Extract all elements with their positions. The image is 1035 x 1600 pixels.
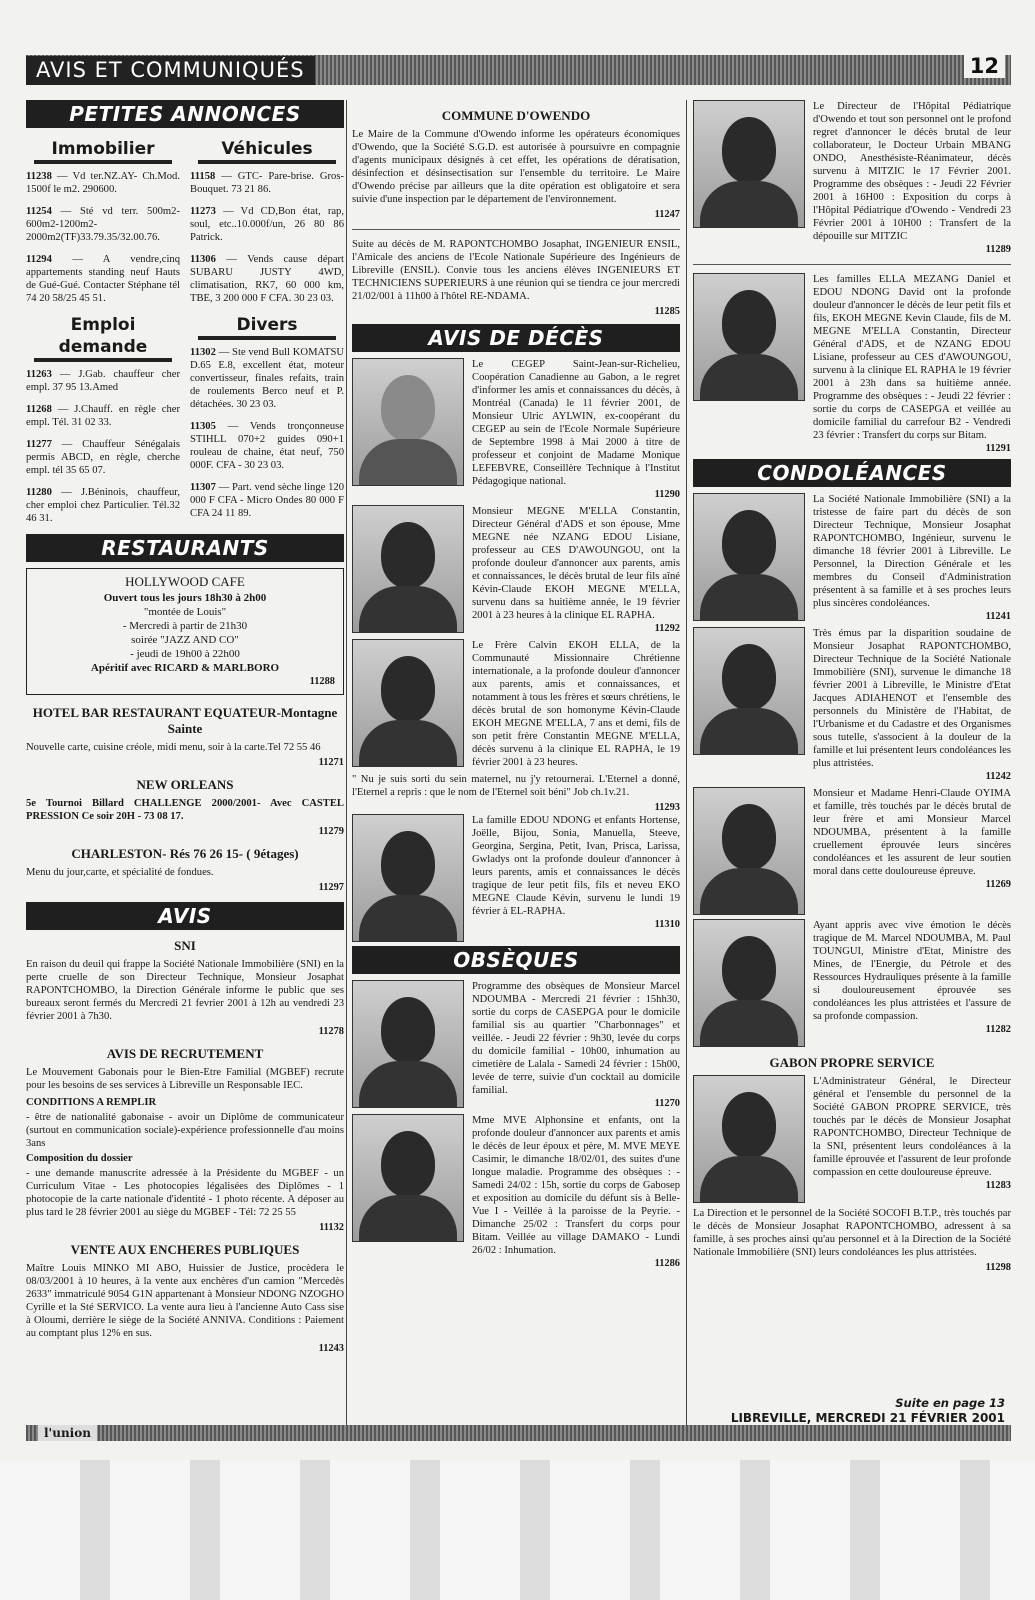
portrait-photo <box>352 814 464 942</box>
notice-text: Très émus par la disparition soudaine de Monsieur Josaphat RAPONTCHOMBO, Directeur Technique de la Société Nationale Immobilière (SNI), survenue le dimanche 18 février 2001 à Libreville, le Ministre d'Etat Jacques ADIAHENOT et l'ensemble des personnels du Ministère de l'Habitat, de l'Urbanisme et du Cadastre et des Organismes sous tutelle, s'associent à la douleur de la famille et lui présentent leurs condoléances les plus attristées. <box>813 628 1011 769</box>
portrait-photo <box>352 1114 464 1242</box>
dossier-title: Composition du dossier <box>26 1153 133 1164</box>
portrait-photo <box>693 493 805 621</box>
portrait-photo <box>693 1075 805 1203</box>
classified-ad: 11273 — Vd CD,Bon état, rap, soul, etc..10.000f/un, 26 80 86 Patrick. <box>190 206 344 243</box>
page-edge <box>0 1460 1035 1600</box>
ad-title: HOLLYWOOD CAFE <box>125 574 245 589</box>
classified-ad: 11302 — Ste vend Bull KOMATSU D.65 E.8, excellent état, moteur convertisseur, finales refaits, train de roulements Berco neuf et P. détachées. 30 23 03. <box>190 347 344 410</box>
notice-ref: 11291 <box>985 443 1011 454</box>
ad-ref: 11288 <box>309 676 335 687</box>
condoleance-notice <box>693 787 1011 915</box>
deces-banner: AVIS DE DÉCÈS <box>352 324 680 352</box>
obseques-notice <box>352 1114 680 1270</box>
continued-note: Suite en page 13 <box>895 1396 1005 1410</box>
notice-ref: 11283 <box>985 1180 1011 1191</box>
notice-ref: 11241 <box>985 611 1011 622</box>
column-right <box>693 100 1011 1274</box>
hollywood-cafe-ad <box>26 568 344 695</box>
divers-heading: Divers <box>198 314 336 340</box>
section-title: AVIS ET COMMUNIQUÉS <box>26 56 315 85</box>
notice-text: Le Frère Calvin EKOH ELLA, de la Communauté Missionnaire Chrétienne internationale, a la profonde douleur d'annoncer aux parents, amis et connaissances, et notamment à tous les frères et sœurs chrétiens, le décès brutal de son homonyme Kévin-Claude EKOH MEGNE M'ELLA, 7 ans et demi, fils de son petit frère Constantin MEGNE M'ELLA, décès survenu à la clinique EL RAPHA, le 19 février 2001 à 23 heures. <box>472 640 680 768</box>
classifieds <box>26 134 344 534</box>
sni-ref: 11278 <box>318 1026 344 1037</box>
notice-text: La famille EDOU NDONG et enfants Hortense, Joëlle, Bijou, Sonia, Manuella, Steeve, Georgina, Sergina, Petit, Ivan, Prisca, Larissa, Gwladys ont la profonde douleur d'annoncer à leurs parents, amis et connaissances le décès tragique de leur petit fils, fils et neveu EKO MEGNE Claude Kévin, survenu le lundi 19 février à EL-RAPHA. <box>472 815 680 917</box>
classified-ad: 11280 — J.Béninois, chauffeur, cher emploi chez Particulier. Tél.32 46 31. <box>26 487 180 524</box>
owendo-title: COMMUNE D'OWENDO <box>441 108 591 123</box>
classified-ad: 11268 — J.Chauff. en règle cher empl. Tél. 31 02 33. <box>26 404 180 428</box>
deces-notice <box>352 505 680 635</box>
notice-ref: 11289 <box>985 244 1011 255</box>
vehicules-heading: Véhicules <box>198 138 336 164</box>
ad-line: "montée de Louis" <box>143 606 227 618</box>
ad-line: Ouvert tous les jours 18h30 à 2h00 <box>103 592 267 604</box>
encheres-ref: 11243 <box>318 1343 344 1354</box>
emploi-heading: Emploi demande <box>34 314 172 362</box>
ad-line: Apéritif avec RICARD & MARLBORO <box>90 662 280 674</box>
notice-text: Programme des obsèques de Monsieur Marcel NDOUMBA - Mercredi 21 février : 15hh30, sortie du corps de CASEPGA pour le domicile familial sis au quartier "Charbonnages" et veillée. - Jeudi 22 février : 9h30, levée du corps du domicile familial - 10h00, inhumation au cimetière de Lalala - Samedi 24 février : 15h00, levée de terre, suivie d'un cocktail au domicile familial. <box>472 981 680 1096</box>
recrutement-ref: 11132 <box>319 1222 344 1233</box>
notice-text: Mme MVE Alphonsine et enfants, ont la profonde douleur d'annoncer aux parents et amis le décès de leur époux et père, M. MVE MEYE Casimir, le dimanche 18/02/01, des suites d'une longue maladie. Programme des obsèques : - Samedi 24/02 : 15h, sortie du corps de Gabosep et exposition au domicile du défunt sis à Belle-Vue I - Veillée à la paroisse de la Peyrie. - Dimanche 25/02 : Transfert du corps pour Bitam. Veillée au village DAMAKO - Lundi 26/02 : Inhumation. <box>472 1115 680 1256</box>
classified-ad: 11306 — Vends cause départ SUBARU JUSTY 4WD, climatisation, RK7, 60 000 km, TBE, 3 200 000 F CFA. 30 23 03. <box>190 254 344 304</box>
column-left <box>26 100 344 1355</box>
charleston-title: CHARLESTON- Rés 76 26 15- ( 9étages) <box>71 846 299 861</box>
column-middle <box>352 100 680 1274</box>
notice-text: Les familles ELLA MEZANG Daniel et EDOU NDONG David ont la profonde douleur d'annoncer le décès de leur petit fils et fils, EKOH MEGNE Kevin Claude, fils de M. MEGNE M'ELLA Constantin, Directeur Général d'ADS, et de NZANG EDOU Lisiane, professeur au CES d'AWOUNGOU, survenu à la clinique EL RAPHA le 19 février 2001 à 23h dans sa huitième année. Programme des obsèques : - Jeudi 22 février : sortie du corps de CASEPGA et veillée au domicile familial du carrefour B2 - Vendredi 23 février : Transfert du corps sur Bitam. <box>813 274 1011 441</box>
classified-ad: 11294 — A vendre,cinq appartements standing neuf Hauts de Gué-Gué. Contacter Stéphane tél 74 20 58/25 45 51. <box>26 254 180 304</box>
notice-quote: " Nu je suis sorti du sein maternel, nu j'y retournerai. L'Eternel a donné, l'Eternel a repris : que le nom de l'Eternel soit béni" Job ch.1v.21. <box>352 774 680 798</box>
petites-annonces-banner: PETITES ANNONCES <box>26 100 344 128</box>
notice-text: Monsieur et Madame Henri-Claude OYIMA et famille, très touchés par le décès brutal de leur frère et ami Monsieur Marcel NDOUMBA, présentent à la famille cruellement éprouvée leurs sincères condoléances et les assurent de leur soutien moral dans cette douloureuse épreuve. <box>813 788 1011 877</box>
classified-ad: 11305 — Vends tronçonneuse STIHLL 070+2 guides 090+1 rouleau de chaine, état neuf, 750 000F. CFA - 30 23 03. <box>190 421 345 471</box>
notice-ref: 11282 <box>985 1024 1011 1035</box>
portrait-photo <box>693 100 805 228</box>
condoleance-notice <box>693 919 1011 1047</box>
socofi-text: La Direction et le personnel de la Société SOCOFI B.T.P., très touchés par le décès de Monsieur Josaphat RAPONTCHOMBO, adressent à sa famille, à ses proches ainsi qu'au personnel et à la Direction de la Société Nationale Immobilière (SNI) leurs condoléances les plus attristées. <box>693 1208 1011 1258</box>
encheres-title: VENTE AUX ENCHERES PUBLIQUES <box>70 1242 300 1257</box>
classified-ad: 11254 — Sté vd terr. 500m2- 600m2-1200m2- 2000m2(TF)33.79.35/32.00.76. <box>26 206 180 243</box>
notice-ref: 11310 <box>654 919 680 930</box>
gabon-propre-title: GABON PROPRE SERVICE <box>769 1055 935 1070</box>
recrutement-title: AVIS DE RECRUTEMENT <box>106 1046 264 1061</box>
notice-text: Le CEGEP Saint-Jean-sur-Richelieu, Coopération Canadienne au Gabon, a le regret d'informer les amis et connaissances du décès, à Montréal (Canada) le 11 février 2001, de Monsieur Ulric AYLWIN, ex-coopérant du CEGEP au sein de l'Ecole Normale Supérieure de Septembre 1998 à Mai 2000 à titre de professeur et conjoint de Madame Monique LEFEBVRE, Conseillère Technique à l'Institut Pédagogique national. <box>472 359 680 487</box>
deces-notice <box>352 814 680 942</box>
condoleances-banner: CONDOLÉANCES <box>693 459 1011 487</box>
equateur-ref: 11271 <box>318 757 344 768</box>
portrait-photo <box>352 505 464 633</box>
notice-text: Monsieur MEGNE M'ELLA Constantin, Directeur Général d'ADS et son épouse, Mme MEGNE née NZANG EDOU Lisiane, professeur au CES D'AWOUNGOU, ont la profonde douleur d'annoncer aux parents, amis et connaissances, le décès brutal de leur fils aîné Kévin-Claude EKOH MEGNE M'ELLA, survenu dans sa huitième année, le 19 février 2001 à 23 heures à la clinique EL RAPHA. <box>472 506 680 621</box>
equateur-text: Nouvelle carte, cuisine créole, midi menu, soir à la carte.Tel 72 55 46 <box>26 742 321 753</box>
immobilier-heading: Immobilier <box>34 138 172 164</box>
condoleance-notice <box>693 627 1011 783</box>
condoleance-notice <box>693 1075 1011 1203</box>
footer-bar <box>26 1425 1011 1441</box>
portrait-photo <box>693 919 805 1047</box>
notice-ref: 11290 <box>654 489 680 500</box>
classified-col-1 <box>26 134 180 534</box>
classified-ad: 11277 — Chauffeur Sénégalais permis ABCD, en règle, cherche empl. tél 35 65 07. <box>26 439 180 476</box>
encheres-text: Maître Louis MINKO MI ABO, Huissier de Justice, procèdera le 08/03/2001 à 10 heures, à la vente aux enchères d'un camion "Mercedès 2633" immatriculé 9054 G1N appartenant à Monsieur NDONG NZOGHO Cyrille et la Sté SERVICO. La vente aura lieu à l'ancienne Auto Cass sise à Oloumi, derrière le siège de la Société ANNIVA. Conditions : Paiement au comptant plus 12% en sus. <box>26 1263 344 1339</box>
notice-ref: 11286 <box>654 1258 680 1269</box>
sni-title: SNI <box>174 938 196 953</box>
portrait-photo <box>352 639 464 767</box>
classified-ad: 11263 — J.Gab. chauffeur cher empl. 37 95 13.Amed <box>26 369 180 393</box>
classified-ad: 11238 — Vd ter.NZ.AY- Ch.Mod. 1500f le m2. 290600. <box>26 171 180 195</box>
notice-ref: 11270 <box>654 1098 680 1109</box>
neworleans-text: 5e Tournoi Billard CHALLENGE 2000/2001- Avec CASTEL PRESSION Ce soir 20H - 73 08 17. <box>26 798 344 822</box>
restaurants-banner: RESTAURANTS <box>26 534 344 562</box>
footer-date: LIBREVILLE, MERCREDI 21 FÉVRIER 2001 <box>730 1411 1005 1425</box>
notice-ref: 11293 <box>654 802 680 813</box>
portrait-photo <box>693 273 805 401</box>
notice-text: Le Directeur de l'Hôpital Pédiatrique d'Owendo et tout son personnel ont le profond regret d'annoncer le décès brutal de leur collaborateur, le Docteur Urbain MBANG ONDO, Anesthésiste-Réanimateur, décès survenu à MITZIC le 17 Février 2001. Programme des obsèques : - Jeudi 22 Février 2001 à 16H00 : Exposition du corps à l'Hôpital Pédiatrique d'Owendo - Vendredi 23 Février 2001 à 10H00 : Transfert de la dépouille sur MITZIC <box>813 101 1011 242</box>
divider <box>352 229 680 230</box>
ad-line: soirée "JAZZ AND CO" <box>131 634 239 646</box>
notice-ref: 11269 <box>985 879 1011 890</box>
neworleans-ref: 11279 <box>318 826 344 837</box>
neworleans-title: NEW ORLEANS <box>136 777 234 792</box>
portrait-photo <box>693 787 805 915</box>
conditions-text: - être de nationalité gabonaise - avoir un Diplôme de communicateur (surtout en communication sociale)-expérience professionnelle d'au moins 3ans <box>26 1112 344 1149</box>
ad-line: - jeudi de 19h00 à 22h00 <box>130 648 240 660</box>
dossier-text: - une demande manuscrite adressée à la Présidente du MGBEF - un Curriculum Vitae - Les photocopies légalisées des Diplômes - 1 photocopie de la carte nationale d'identité - 1 photo récente. A déposer au plus tard le 28 février 2001 au siège du MGBEF - Tél: 72 25 55 <box>26 1168 344 1218</box>
condoleance-notice <box>693 493 1011 623</box>
deces-notice <box>352 358 680 501</box>
notice-text: La Société Nationale Immobilière (SNI) a la tristesse de faire part du décès de son Directeur Technique, Monsieur Josaphat RAPONTCHOMBO, Ingénieur, survenu le dimanche 18 février 2001 à Libreville. Le Personnel, la Direction Générale et les membres du Conseil d'Administration présentent à sa famille et à ses proches leurs plus sincères condoléances. <box>813 494 1011 609</box>
classified-ad: 11158 — GTC- Pare-brise. Gros-Bouquet. 73 21 86. <box>190 171 344 195</box>
classified-col-2 <box>190 134 344 534</box>
equateur-title: HOTEL BAR RESTAURANT EQUATEUR-Montagne Sainte <box>32 705 338 736</box>
ad-line: - Mercredi à partir de 21h30 <box>122 620 248 632</box>
column-divider <box>346 100 347 1430</box>
notice-text: Ayant appris avec vive émotion le décès tragique de M. Marcel NDOUMBA, M. Paul TOUNGUI, Ministre d'Etat, Ministre des Mines, de l'Energie, du Pétrole et des Ressources Hydrauliques présente à la famille si douloureusement éprouvée ses condoléances les plus attristées et l'assure de sa profonde compassion. <box>813 920 1011 1022</box>
conditions-title: CONDITIONS A REMPLIR <box>26 1097 157 1108</box>
charleston-text: Menu du jour,carte, et spécialité de fondues. <box>26 867 214 878</box>
page-number: 12 <box>964 54 1005 78</box>
avis-banner: AVIS <box>26 902 344 930</box>
obseques-notice <box>352 980 680 1110</box>
classified-ad: 11307 — Part. vend sèche linge 120 000 F CFA - Micro Ondes 80 000 F CFA 24 11 89. <box>190 482 344 519</box>
deces-notice <box>693 273 1011 455</box>
obseques-banner: OBSÈQUES <box>352 946 680 974</box>
sni-text: En raison du deuil qui frappe la Société Nationale Immobilière (SNI) en la perte cruelle de son Directeur Technique, Monsieur Josaphat RAPONTCHOMBO, la Direction Générale informe le public que ses bureaux seront fermés du Mercredi 21 fevrier 2001 à 12h au vendredi 23 février 2001 à 7h30. <box>26 959 344 1022</box>
ensil-ref: 11285 <box>654 306 680 317</box>
column-divider <box>686 100 687 1430</box>
newspaper-name: l'union <box>38 1425 97 1441</box>
socofi-ref: 11298 <box>985 1262 1011 1273</box>
portrait-photo <box>352 358 464 486</box>
portrait-photo <box>352 980 464 1108</box>
notice-ref: 11292 <box>654 623 680 634</box>
ensil-text: Suite au décès de M. RAPONTCHOMBO Josaphat, INGENIEUR ENSIL, l'Amicale des anciens de l'Ecole Nationale Supérieure des Ingénieurs de Libreville (ENSIL). Convie tous les anciens élèves INGENIEURS ET TECHNICIENS SUPERIEURS à une réunion qui se tiendra ce jour mercredi 21/02/001 à 11h00 à l'hôtel RE-NDAMA. <box>352 239 680 302</box>
notice-ref: 11242 <box>985 771 1011 782</box>
notice-text: L'Administrateur Général, le Directeur général et l'ensemble du personnel de la Société GABON PROPRE SERVICE, très touchés par le décès de Monsieur Josaphat RAPONTCHOMBO, Directeur Technique de la SNI, présentent leurs condoléances à la famille éprouvée et l'assurent de leur profonde compassion en cette douloureuse épreuve. <box>813 1076 1011 1178</box>
owendo-ref: 11247 <box>654 209 680 220</box>
charleston-ref: 11297 <box>318 882 344 893</box>
portrait-photo <box>693 627 805 755</box>
deces-notice <box>352 639 680 769</box>
divider <box>693 264 1011 265</box>
recrutement-intro: Le Mouvement Gabonais pour le Bien-Etre Familial (MGBEF) recrute pour les besoins de ses services à Libreville un Responsable IEC. <box>26 1067 344 1091</box>
owendo-text: Le Maire de la Commune d'Owendo informe les opérateurs économiques d'Owendo, que la Société S.G.D. est autorisée à poursuivre en compagnie d'agents municipaux désignés à cet effet, les opérations de dératisation, désinfection et désinsectisation sur l'ensemble du territoire. Le Maire d'Owendo précise par ailleurs que la dite opération est obligatoire et sera suivie d'une inspection par le département de l'environnement. <box>352 129 680 205</box>
deces-notice <box>693 100 1011 256</box>
